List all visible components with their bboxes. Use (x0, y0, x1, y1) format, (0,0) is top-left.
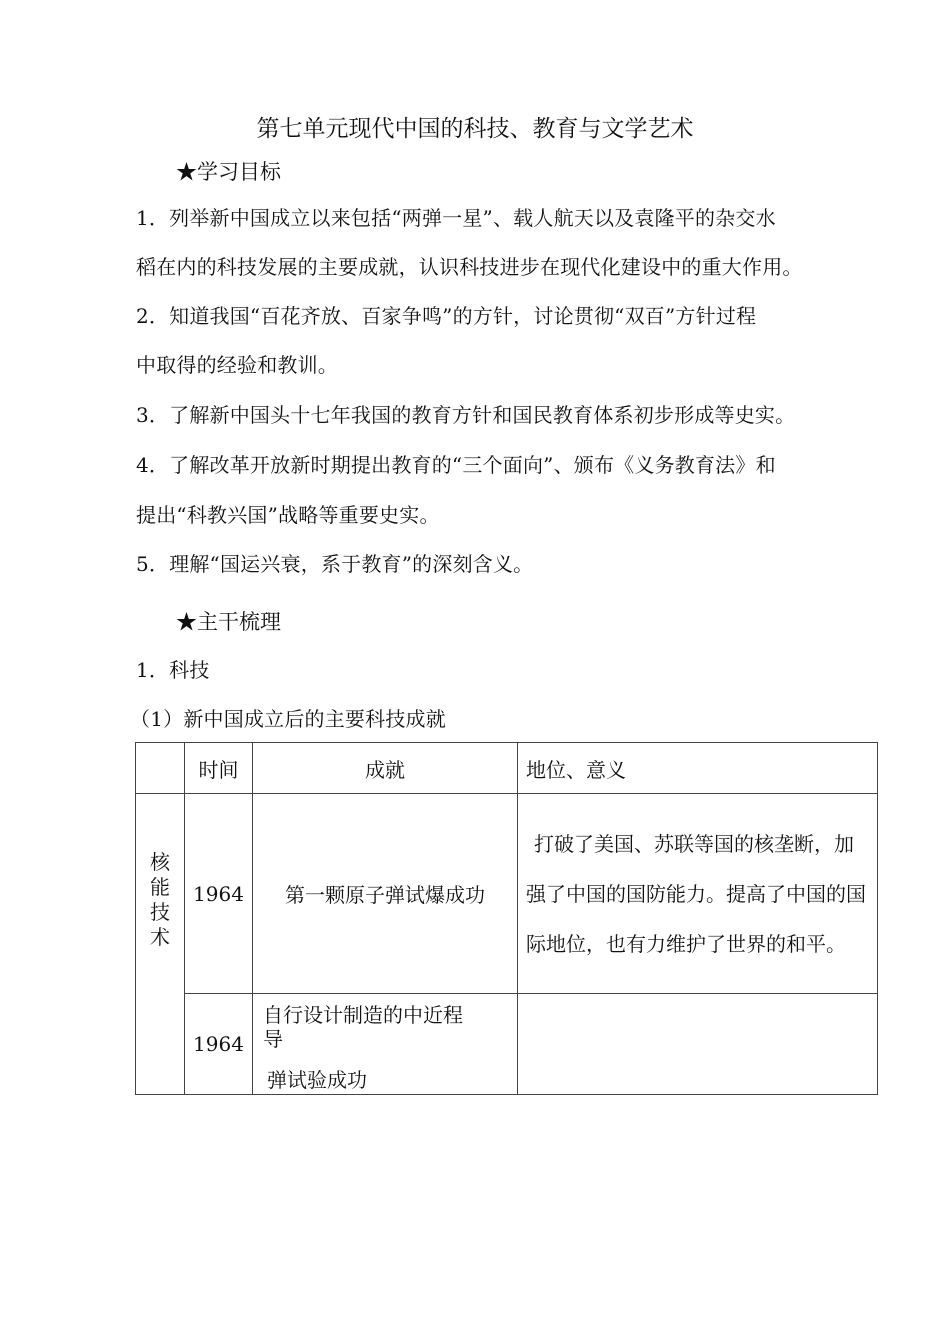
row-achievement: 第一颗原子弹试爆成功 (253, 794, 518, 994)
section-heading: 1．科技 (136, 658, 210, 682)
page-title: 第七单元现代中国的科技、教育与文学艺术 (256, 116, 694, 142)
goal-line: 1．列举新中国成立以来包括“两弹一星”、载人航天以及袁隆平的杂交水 (136, 206, 776, 230)
goals-heading: ★学习目标 (176, 160, 281, 184)
row-significance (518, 994, 878, 1095)
header-achievement: 成就 (253, 743, 518, 794)
category-cell (136, 794, 185, 1095)
goal-line: 3．了解新中国头十七年我国的教育方针和国民教育体系初步形成等史实。 (136, 403, 796, 427)
category-char: 核 (150, 850, 170, 874)
table-row (136, 794, 878, 994)
goal-line: 5．理解“国运兴衰，系于教育”的深刻含义。 (136, 552, 534, 576)
achievements-table (135, 742, 878, 1095)
row-significance: 打破了美国、苏联等国的核垄断，加强了中国的国防能力。提高了中国的国际地位，也有力维护了世界的和平。 (518, 794, 878, 994)
row-time: 1964 (185, 994, 253, 1095)
outline-heading: ★主干梳理 (176, 610, 281, 634)
category-char: 术 (150, 925, 170, 949)
row-time: 1964 (185, 794, 253, 994)
goal-line: 4．了解改革开放新时期提出教育的“三个面向”、颁布《义务教育法》和 (136, 453, 776, 477)
achievement-line: 自行设计制造的中近程 (263, 1003, 463, 1027)
header-category (136, 743, 185, 794)
category-char: 能 (150, 875, 170, 899)
achievement-line: 导 (263, 1027, 283, 1051)
category-char: 技 (150, 900, 170, 924)
subsection-heading: （1）新中国成立后的主要科技成就 (130, 707, 446, 731)
goal-line: 中取得的经验和教训。 (136, 353, 338, 377)
goal-line: 2．知道我国“百花齐放、百家争鸣”的方针，讨论贯彻“双百”方针过程 (136, 304, 757, 328)
goal-line: 稻在内的科技发展的主要成就，认识科技进步在现代化建设中的重大作用。 (136, 255, 803, 279)
table-row (136, 994, 878, 1095)
header-time: 时间 (185, 743, 253, 794)
goal-line: 提出“科教兴国”战略等重要史实。 (136, 503, 440, 527)
row-achievement (253, 994, 518, 1095)
table-header-row (136, 743, 878, 794)
header-significance: 地位、意义 (518, 743, 878, 794)
achievement-line: 弹试验成功 (267, 1068, 367, 1092)
